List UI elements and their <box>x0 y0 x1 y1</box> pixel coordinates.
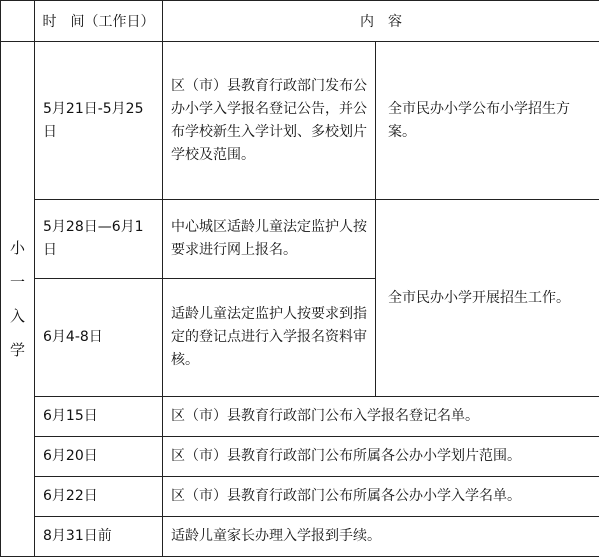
public-school-cell: 适龄儿童法定监护人按要求到指定的登记点进行入学报名资料审核。 <box>163 279 376 397</box>
private-school-cell: 全市民办小学公布小学招生方案。 <box>376 42 599 200</box>
header-blank-cell <box>1 1 35 42</box>
time-cell: 5月21日-5月25日 <box>35 42 163 200</box>
time-cell: 6月15日 <box>35 397 163 437</box>
header-content: 内 容 <box>163 1 599 42</box>
category-label <box>10 231 25 367</box>
category-char: 入 <box>10 299 25 333</box>
category-char: 学 <box>10 333 25 367</box>
public-school-cell: 适龄儿童家长办理入学报到手续。 <box>163 517 599 557</box>
time-cell: 6月4-8日 <box>35 279 163 397</box>
table-row <box>1 42 599 200</box>
table-row <box>1 437 599 477</box>
time-cell: 6月20日 <box>35 437 163 477</box>
time-cell: 8月31日前 <box>35 517 163 557</box>
private-school-cell: 全市民办小学开展招生工作。 <box>376 200 599 397</box>
table-row <box>1 200 599 279</box>
table-row <box>1 477 599 517</box>
category-char: 一 <box>10 265 25 299</box>
public-school-cell: 中心城区适龄儿童法定监护人按要求进行网上报名。 <box>163 200 376 279</box>
table-row <box>1 517 599 557</box>
table-row <box>1 397 599 437</box>
time-cell: 5月28日—6月1日 <box>35 200 163 279</box>
header-time: 时 间（工作日） <box>35 1 163 42</box>
category-cell <box>1 42 35 557</box>
public-school-cell: 区（市）县教育行政部门公布入学报名登记名单。 <box>163 397 599 437</box>
public-school-cell: 区（市）县教育行政部门公布所属各公办小学划片范围。 <box>163 437 599 477</box>
time-cell: 6月22日 <box>35 477 163 517</box>
category-char: 小 <box>10 231 25 265</box>
table-header-row <box>1 1 599 42</box>
public-school-cell: 区（市）县教育行政部门公布所属各公办小学入学名单。 <box>163 477 599 517</box>
public-school-cell: 区（市）县教育行政部门发布公办小学入学报名登记公告，并公布学校新生入学计划、多校划片学校及范围。 <box>163 42 376 200</box>
